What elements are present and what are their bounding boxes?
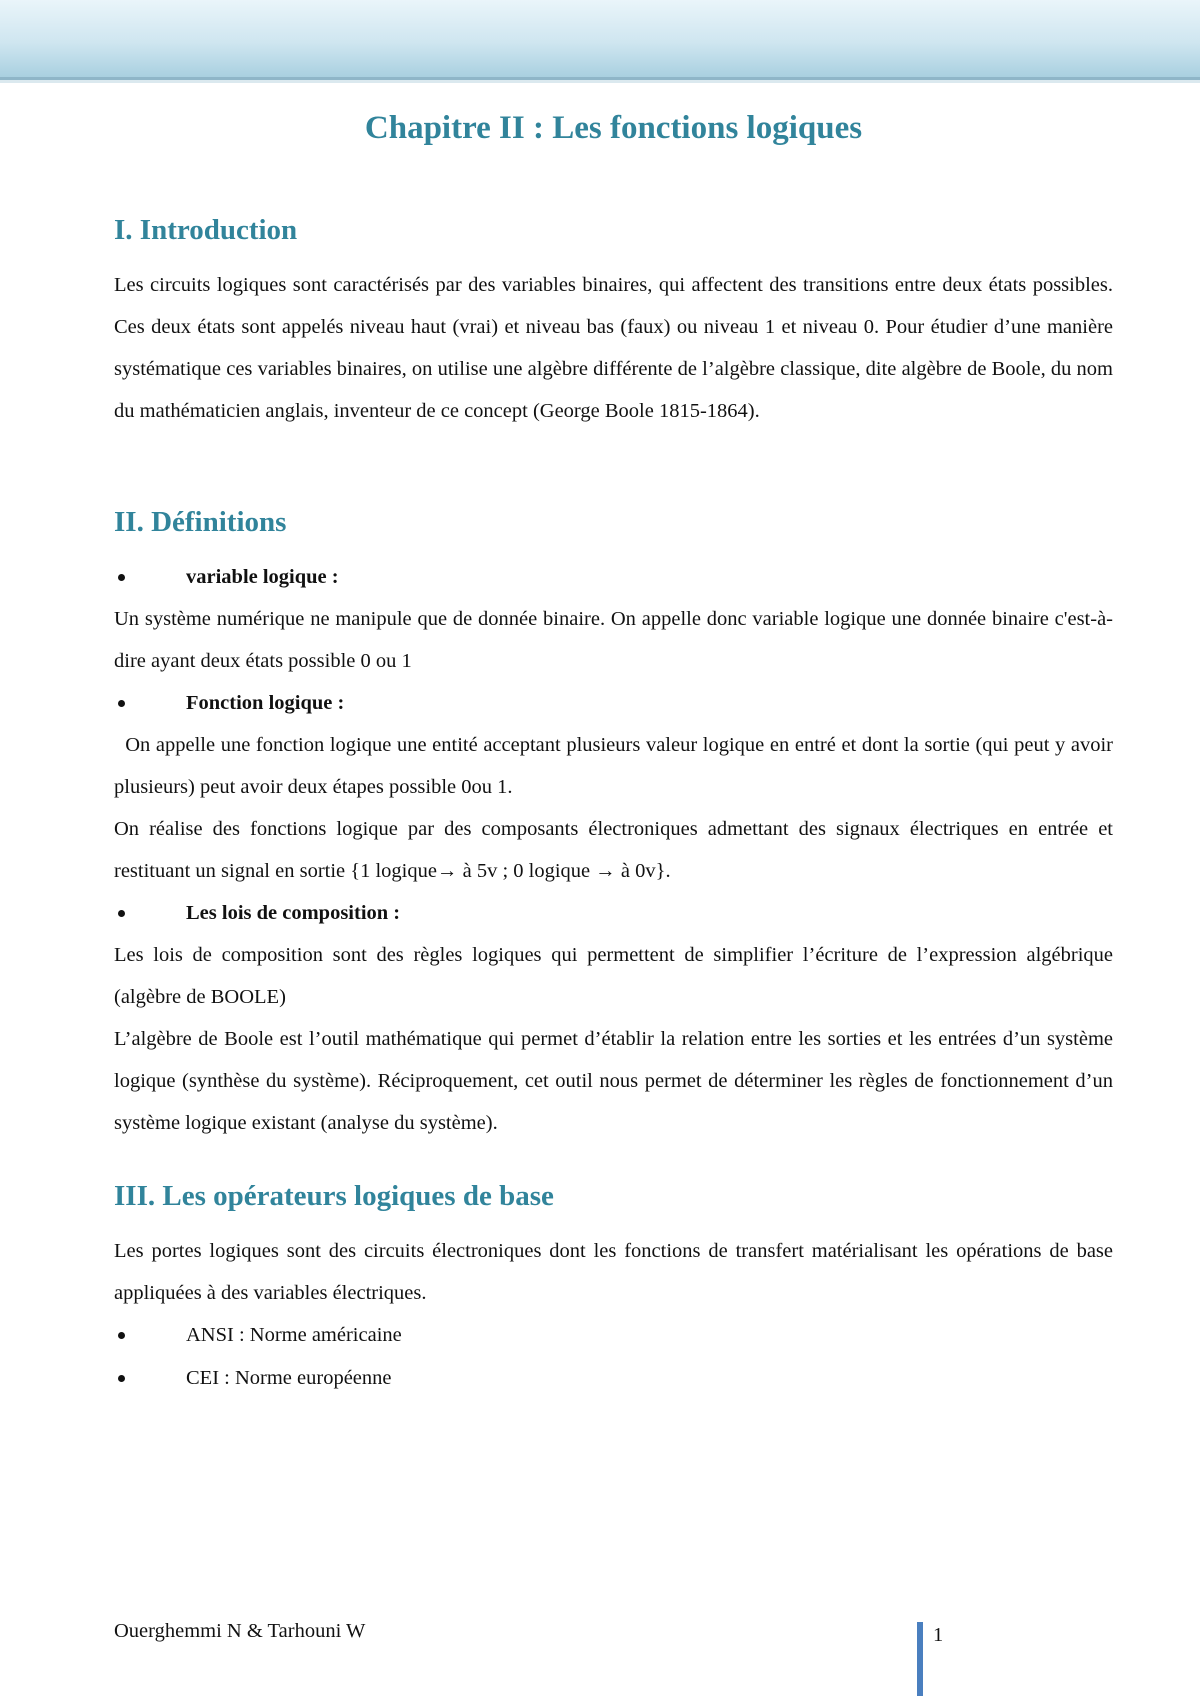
bullet-lois-de-composition <box>114 892 1113 934</box>
bullet-dot <box>118 910 125 917</box>
variable-logique-paragraph: Un système numérique ne manipule que de donnée binaire. On appelle donc variable logique une donnée binaire c'est-à-dire ayant deux états possible 0 ou 1 <box>114 608 1113 672</box>
bullet-dot <box>118 1375 125 1382</box>
footer-authors: Ouerghemmi N & Tarhouni W <box>114 1620 366 1642</box>
bullet-dot <box>118 1332 125 1339</box>
bullet-cei <box>114 1357 1113 1399</box>
term-fonction-logique: Fonction logique : <box>186 692 345 714</box>
bullet-ansi <box>114 1314 1113 1356</box>
term-lois-de-composition: Les lois de composition : <box>186 902 401 924</box>
section-heading-introduction: I. Introduction <box>114 214 298 246</box>
section-heading-operateurs: III. Les opérateurs logiques de base <box>114 1180 554 1212</box>
bullet-variable-logique <box>114 556 1113 598</box>
term-variable-logique: variable logique : <box>186 566 339 588</box>
fonction-logique-paragraph-2: On réalise des fonctions logique par des composants électroniques admettant des signaux électriques en entrée et restituant un signal en sortie {1 logique→ à 5v ; 0 logique → à 0v}. <box>114 818 1113 882</box>
intro-paragraph: Les circuits logiques sont caractérisés par des variables binaires, qui affectent des transitions entre deux états possibles. Ces deux états sont appelés niveau haut (vrai) et niveau bas (faux) ou niveau 1 et niveau 0. Pour étudier d’une manière systématique ces variables binaires, on utilise une algèbre différente de l’algèbre classique, dite algèbre de Boole, du nom du mathématicien anglais, inventeur de ce concept (George Boole 1815-1864). <box>114 274 1113 422</box>
page-number: 1 <box>933 1624 944 1646</box>
lois-paragraph-1: Les lois de composition sont des règles logiques qui permettent de simplifier l’écriture de l’expression algébrique (algèbre de BOOLE) <box>114 944 1113 1008</box>
bullet-fonction-logique <box>114 682 1113 724</box>
section-heading-definitions: II. Définitions <box>114 506 287 538</box>
lois-paragraph-2: L’algèbre de Boole est l’outil mathématique qui permet d’établir la relation entre les sorties et les entrées d’un système logique (synthèse du système). Réciproquement, cet outil nous permet de déterminer les règles de fonctionnement d’un système logique existant (analyse du système). <box>114 1028 1113 1134</box>
footer-divider-bar <box>917 1622 923 1696</box>
bullet-dot <box>118 700 125 707</box>
bullet-dot <box>118 574 125 581</box>
fonction-logique-paragraph-1: On appelle une fonction logique une entité acceptant plusieurs valeur logique en entré et dont la sortie (qui peut y avoir plusieurs) peut avoir deux étapes possible 0ou 1. <box>114 734 1119 798</box>
operateurs-paragraph: Les portes logiques sont des circuits électroniques dont les fonctions de transfert matérialisant les opérations de base appliquées à des variables électriques. <box>114 1240 1113 1304</box>
ansi-label: ANSI : Norme américaine <box>186 1324 402 1346</box>
page-header-band <box>0 0 1200 80</box>
chapter-title: Chapitre II : Les fonctions logiques <box>364 110 863 146</box>
cei-label: CEI : Norme européenne <box>186 1367 392 1389</box>
